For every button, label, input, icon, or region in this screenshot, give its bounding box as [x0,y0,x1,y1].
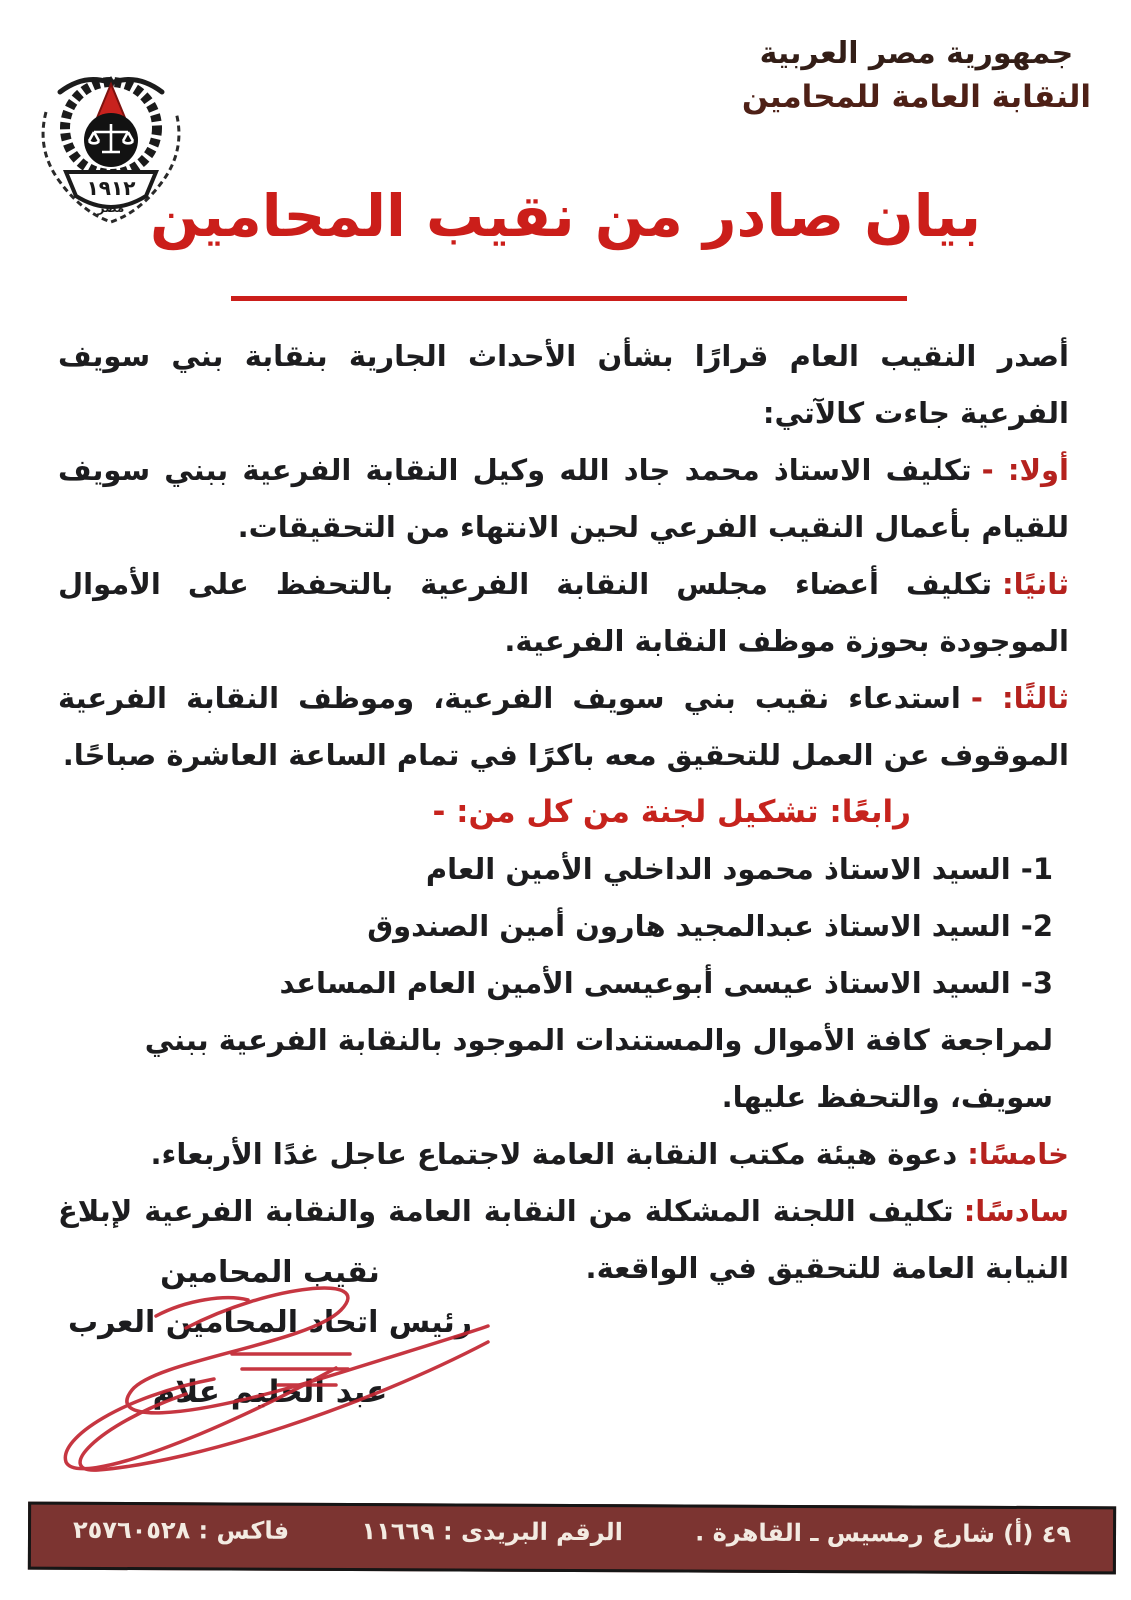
section-second [58,556,1069,670]
section-fifth-text: دعوة هيئة مكتب النقابة العامة لاجتماع عاجل غدًا الأربعاء. [150,1137,958,1171]
org-header [742,36,1091,115]
section-fifth [58,1126,1069,1183]
section-second-text: تكليف أعضاء مجلس النقابة الفرعية بالتحفظ على الأموال الموجودة بحوزة موظف النقابة الفرعية. [58,567,1069,658]
section-third [58,670,1069,784]
section-second-label: ثانيًا: [1002,567,1069,601]
intro-paragraph: أصدر النقيب العام قرارًا بشأن الأحداث الجارية بنقابة بني سويف الفرعية جاءت كالآتي: [58,339,1069,430]
section-first-label: أولا: - [981,453,1070,487]
section-sixth-label: سادسًا: [963,1194,1069,1228]
org-name-line: النقابة العامة للمحامين [741,79,1091,115]
footer-bar [28,1502,1116,1575]
committee-member-3: 3- السيد الاستاذ عيسى أبوعيسى الأمين العام المساعد [279,966,1053,1000]
org-country-line: جمهورية مصر العربية [759,36,1074,71]
emblem-year: ١٩١٢ [86,176,136,200]
section-sixth-text: تكليف اللجنة المشكلة من النقابة العامة والنقابة الفرعية لإبلاغ النيابة العامة للتحقيق في الواقعة. [58,1194,1069,1285]
committee-member-1: 1- السيد الاستاذ محمود الداخلي الأمين العام [425,852,1053,886]
section-first-text: تكليف الاستاذ محمد جاد الله وكيل النقابة الفرعية ببني سويف للقيام بأعمال النقيب الفرعي لحين الانتهاء من التحقيقات. [58,453,1069,544]
signer-role-2: رئيس اتحاد المحامين العرب [67,1305,472,1340]
emblem-country: مصر [97,201,125,215]
section-third-text: استدعاء نقيب بني سويف الفرعية، وموظف النقابة الفرعية الموقوف عن العمل للتحقيق معه باكرًا في تمام الساعة العاشرة صباحًا. [58,681,1069,772]
committee-member-2: 2- السيد الاستاذ عبدالمجيد هارون أمين الصندوق [367,909,1053,943]
committee-purpose: لمراجعة كافة الأموال والمستندات الموجود بالنقابة الفرعية ببني سويف، والتحفظ عليها. [144,1023,1053,1114]
footer-fax: فاكس : ٢٥٧٦٠٥٢٨ [72,1515,290,1545]
footer-postal-code: الرقم البريدى : ١١٦٦٩ [361,1517,623,1547]
signature-block [50,1248,490,1410]
section-third-label: ثالثًا: - [970,681,1069,715]
section-fourth-heading: رابعًا: تشكيل لجنة من كل من: - [432,794,911,830]
page-title: بيان صادر من نقيب المحامين [149,182,982,250]
footer-address: ٤٩ (أ) شارع رمسيس ـ القاهرة . [695,1518,1072,1549]
title-underline [231,296,907,301]
section-fifth-label: خامسًا: [967,1137,1069,1171]
section-first [58,442,1069,556]
signer-role-1: نقيب المحامين [160,1255,380,1290]
signer-name: عبد الحليم علام [152,1374,388,1410]
statement-body [58,328,1069,1297]
